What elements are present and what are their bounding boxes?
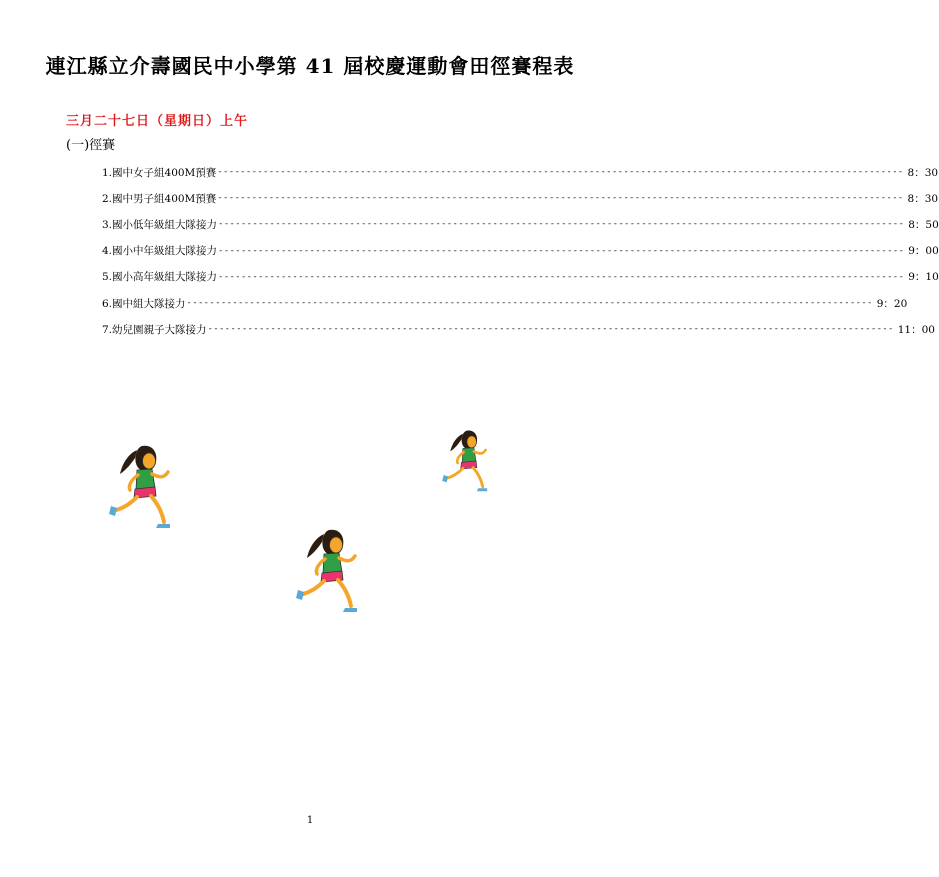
event-time: 8：50 — [908, 218, 939, 231]
event-time: 9：20 — [876, 297, 908, 310]
event-name: 2.國中男子組400M預賽 — [102, 192, 217, 205]
event-list — [102, 159, 939, 342]
event-name: 5.國小高年級組大隊接力 — [102, 271, 218, 284]
running-girl-illustration — [106, 444, 182, 530]
running-girl-illustration — [440, 428, 496, 494]
dot-leader: ------------------------------------------------------------------------------------------------------------------------ — [217, 167, 904, 178]
running-girl-illustration — [293, 528, 369, 614]
event-time: 11：00 — [897, 323, 935, 336]
event-name: 1.國中女子組400M預賽 — [102, 166, 217, 179]
dot-leader: ------------------------------------------------------------------------------------------------------------------------ — [207, 324, 894, 335]
event-row — [102, 159, 939, 185]
dot-leader: ------------------------------------------------------------------------------------------------------------------------ — [218, 245, 905, 256]
dot-leader: ------------------------------------------------------------------------------------------------------------------------ — [218, 219, 905, 230]
event-row — [102, 185, 939, 211]
dot-leader: ------------------------------------------------------------------------------------------------------------------------ — [217, 193, 904, 204]
document-title: 連江縣立介壽國民中小學第 41 屆校慶運動會田徑賽程表 — [45, 54, 575, 78]
event-row — [102, 238, 939, 264]
event-row — [102, 264, 939, 290]
event-row — [102, 211, 939, 237]
event-time: 8：30 — [907, 166, 939, 179]
event-name: 6.國中組大隊接力 — [102, 297, 186, 310]
event-name: 4.國小中年級組大隊接力 — [102, 245, 218, 258]
section-heading: (一)徑賽 — [66, 138, 116, 153]
event-time: 9：10 — [908, 271, 939, 284]
dot-leader: ------------------------------------------------------------------------------------------------------------------------ — [218, 271, 905, 282]
event-name: 7.幼兒園親子大隊接力 — [102, 323, 207, 336]
event-name: 3.國小低年級組大隊接力 — [102, 218, 218, 231]
event-row — [102, 290, 908, 316]
event-row — [102, 316, 935, 342]
event-time: 9：00 — [908, 245, 939, 258]
event-time: 8：30 — [907, 192, 939, 205]
page-number: 1 — [306, 815, 314, 826]
dot-leader: ------------------------------------------------------------------------------------------------------------------------ — [186, 298, 873, 309]
session-heading: 三月二十七日（星期日）上午 — [66, 114, 249, 129]
